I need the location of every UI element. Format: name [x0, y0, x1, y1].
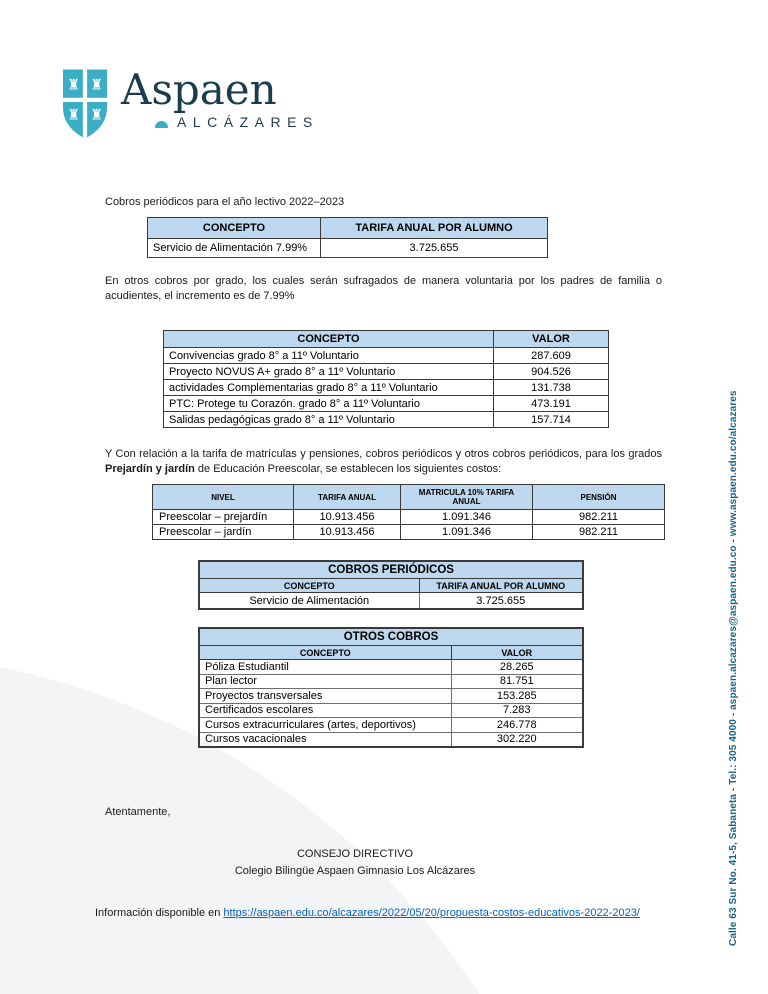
table-row [164, 364, 609, 380]
column-header: PENSIÓN [533, 485, 665, 510]
table-cell: 982.211 [533, 510, 665, 525]
table-cell: 7.283 [451, 703, 583, 718]
paragraph-matriculas-bold: Prejardín y jardín [105, 463, 195, 475]
table-cell: 153.285 [451, 689, 583, 704]
table-row [199, 718, 583, 733]
logo-brand-text: Aspaen [121, 65, 277, 114]
column-header: TARIFA ANUAL [294, 485, 401, 510]
table-cell: 1.091.346 [401, 525, 533, 540]
vertical-contact-text: Calle 63 Sur No. 41-5, Sabaneta - Tel.: 305 4000 - aspaen.alcazares@aspaen.edu.co - www.aspaen.edu.co/alcazares [728, 390, 739, 946]
column-header: CONCEPTO [199, 646, 451, 660]
table-row [199, 593, 583, 610]
paragraph-matriculas-post: de Educación Preescolar, se establecen los siguientes costos: [194, 463, 502, 475]
table-cell: 1.091.346 [401, 510, 533, 525]
cobros-periodicos-table [198, 560, 584, 610]
table-row [164, 412, 609, 428]
table-row [199, 703, 583, 718]
column-header: NIVEL [153, 485, 294, 510]
logo-subbrand-text: ALCÁZARES [177, 114, 319, 130]
svg-text:♜: ♜ [90, 77, 103, 94]
intro-line: Cobros periódicos para el año lectivo 2022–2023 [105, 196, 345, 208]
table-title: COBROS PERIÓDICOS [199, 561, 583, 579]
table-cell: actividades Complementarias grado 8° a 11º Voluntario [164, 380, 494, 396]
table-cell: 131.738 [494, 380, 609, 396]
logo-wordmark [121, 65, 319, 140]
signature-block [105, 846, 605, 880]
table-cell: Preescolar – prejardín [153, 510, 294, 525]
aspaen-logo [62, 65, 319, 140]
table-cell: Proyectos transversales [199, 689, 451, 704]
table-cell: Plan lector [199, 674, 451, 689]
column-header: TARIFA ANUAL POR ALUMNO [321, 218, 548, 239]
column-header: CONCEPTO [164, 331, 494, 348]
table-row [199, 732, 583, 747]
aspaen-shield-icon [62, 68, 108, 140]
svg-text:♜: ♜ [67, 77, 80, 94]
table-cell: 982.211 [533, 525, 665, 540]
column-header: VALOR [451, 646, 583, 660]
table-row [199, 660, 583, 675]
footer-info-line [95, 907, 640, 919]
table-cell: 246.778 [451, 718, 583, 733]
paragraph-matriculas-pre: Y Con relación a la tarifa de matrículas y pensiones, cobros periódicos y otros cobros periódicos, para los grados [105, 448, 662, 460]
salutation: Atentamente, [105, 806, 171, 818]
svg-text:♜: ♜ [90, 107, 103, 124]
table-row [164, 396, 609, 412]
table-row [164, 380, 609, 396]
table-cell: Convivencias grado 8° a 11º Voluntario [164, 348, 494, 364]
costs-info-link[interactable]: https://aspaen.edu.co/alcazares/2022/05/20/propuesta-costos-educativos-2022-2023/ [223, 907, 640, 919]
column-header: TARIFA ANUAL POR ALUMNO [419, 579, 583, 593]
paragraph-matriculas [105, 447, 662, 477]
table-cell: 473.191 [494, 396, 609, 412]
table-cell: Proyecto NOVUS A+ grado 8° a 11º Voluntario [164, 364, 494, 380]
table-row [153, 525, 665, 540]
svg-text:♜: ♜ [67, 107, 80, 124]
table-cell: Preescolar – jardín [153, 525, 294, 540]
signature-line-2: Colegio Bilingüe Aspaen Gimnasio Los Alcázares [234, 865, 476, 877]
column-header: MATRICULA 10% TARIFA ANUAL [401, 485, 533, 510]
table-cell: 287.609 [494, 348, 609, 364]
cobros-grado-table [163, 330, 609, 428]
table-cell: 157.714 [494, 412, 609, 428]
table-cell: 3.725.655 [321, 239, 548, 258]
otros-cobros-table [198, 627, 584, 748]
paragraph-otros-cobros: En otros cobros por grado, los cuales serán sufragados de manera voluntaria por los padres de familia o acudientes, el incremento es de 7.99% [105, 275, 662, 302]
table-cell: Servicio de Alimentación 7.99% [148, 239, 321, 258]
logo-dot-icon [155, 121, 168, 128]
table-cell: Cursos vacacionales [199, 732, 451, 747]
table-cell: 3.725.655 [419, 593, 583, 610]
table-row [148, 239, 548, 258]
preescolar-table [152, 484, 665, 540]
table-cell: Salidas pedagógicas grado 8° a 11º Voluntario [164, 412, 494, 428]
table-cell: PTC: Protege tu Corazón. grado 8° a 11º Voluntario [164, 396, 494, 412]
table-cell: 10.913.456 [294, 510, 401, 525]
table-cell: 904.526 [494, 364, 609, 380]
table-cell: 302.220 [451, 732, 583, 747]
table-cell: 81.751 [451, 674, 583, 689]
table-cell: 28.265 [451, 660, 583, 675]
table-title: OTROS COBROS [199, 628, 583, 646]
cobros-anuales-table [147, 217, 548, 258]
table-cell: Póliza Estudiantil [199, 660, 451, 675]
table-row [164, 348, 609, 364]
table-cell: Certificados escolares [199, 703, 451, 718]
table-cell: Cursos extracurriculares (artes, deportivos) [199, 718, 451, 733]
table-row [153, 510, 665, 525]
column-header: CONCEPTO [199, 579, 419, 593]
column-header: CONCEPTO [148, 218, 321, 239]
table-cell: 10.913.456 [294, 525, 401, 540]
table-row [199, 674, 583, 689]
column-header: VALOR [494, 331, 609, 348]
signature-line-1: CONSEJO DIRECTIVO [296, 848, 414, 860]
table-cell: Servicio de Alimentación [199, 593, 419, 610]
table-row [199, 689, 583, 704]
footer-prefix: Información disponible en [95, 907, 224, 919]
